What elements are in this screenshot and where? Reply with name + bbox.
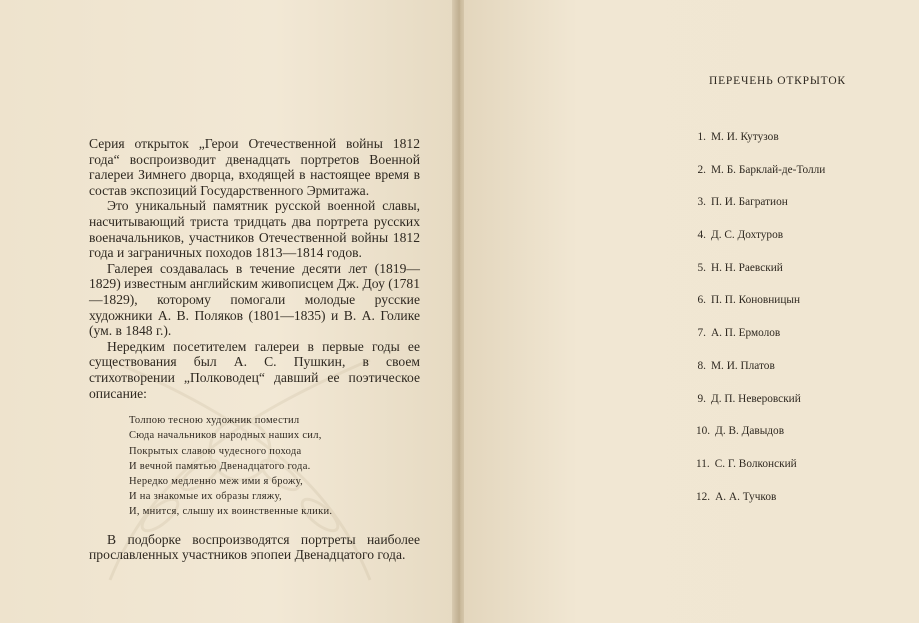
item-number: 1. bbox=[697, 131, 706, 143]
list-item bbox=[696, 360, 825, 393]
list-heading: ПЕРЕЧЕНЬ ОТКРЫТОК bbox=[709, 75, 846, 87]
poem-line: И на знакомые их образы гляжу, bbox=[129, 491, 282, 503]
item-number: 8. bbox=[697, 359, 706, 372]
item-number: 10. bbox=[696, 425, 711, 438]
paragraph-pushkin: Нередким посетителем галереи в первые годы ее существования был А. С. Пушкин, в своем стихотворении „Полководец“ давший ее поэтическое описание: bbox=[89, 338, 420, 401]
item-number: 11. bbox=[696, 457, 710, 470]
item-name: П. И. Багратион bbox=[711, 196, 788, 209]
item-number: 12. bbox=[696, 490, 711, 503]
poem-line: И вечной памятью Двенадцатого года. bbox=[129, 460, 311, 472]
item-number: 6. bbox=[697, 294, 706, 307]
item-name: М. И. Кутузов bbox=[711, 131, 779, 143]
item-number: 9. bbox=[697, 392, 706, 405]
list-item bbox=[696, 262, 825, 295]
postcard-list bbox=[696, 131, 825, 523]
item-number: 4. bbox=[697, 229, 706, 242]
item-number: 2. bbox=[697, 163, 706, 176]
paragraph-series: Серия открыток „Герои Отечественной войны 1812 года“ воспроизводит двенадцать портретов Военной галереи Зимнего дворца, входящей в настоящее время в состав экспозиций Государственного Эрмитажа. bbox=[89, 136, 420, 198]
item-name: П. П. Коновницын bbox=[711, 294, 801, 307]
item-name: М. И. Платов bbox=[711, 359, 775, 372]
item-number: 7. bbox=[697, 327, 706, 340]
poem-line: Нередко медленно меж ими я брожу, bbox=[129, 475, 304, 487]
item-name: А. П. Ермолов bbox=[711, 327, 781, 340]
paragraph-closing: В подборке воспроизводятся портреты наиболее прославленных участников эпопеи Двенадцатого года. bbox=[89, 531, 420, 563]
poem-quote bbox=[129, 413, 420, 519]
list-item bbox=[696, 425, 825, 458]
item-name: Д. В. Давыдов bbox=[715, 425, 785, 438]
item-name: Д. П. Неверовский bbox=[711, 392, 801, 405]
paragraph-gallery: Галерея создавалась в течение десяти лет (1819—1829) известным английским живописцем Дж. Доу (1781—1829), которому помогали молодые русские художники А. В. Поляков (1801—1835) и В. А. Голике (ум. в 1848 г.). bbox=[89, 260, 420, 339]
list-item bbox=[696, 491, 825, 524]
item-name: А. А. Тучков bbox=[715, 490, 777, 503]
paragraph-monument: Это уникальный памятник русской военной славы, насчитывающий триста тридцать два портрета русских военачальников, участников Отечественной войны 1812 года и заграничных походов 1813—1814 годов. bbox=[89, 198, 420, 261]
poem-line: Сюда начальников народных наших сил, bbox=[129, 430, 322, 442]
list-item bbox=[696, 458, 825, 491]
list-item bbox=[696, 229, 825, 262]
list-item bbox=[696, 393, 825, 426]
list-item bbox=[696, 164, 825, 197]
item-name: М. Б. Барклай-де-Толли bbox=[711, 163, 826, 176]
poem-line: Покрытых славою чудесного похода bbox=[129, 445, 302, 457]
right-page bbox=[464, 0, 919, 623]
poem-line: И, мнится, слышу их воинственные клики. bbox=[129, 506, 333, 518]
item-number: 5. bbox=[697, 261, 706, 274]
list-item bbox=[696, 327, 825, 360]
poem-line: Толпою тесною художник поместил bbox=[129, 415, 300, 427]
item-name: Д. С. Дохтуров bbox=[711, 229, 784, 242]
list-item bbox=[696, 196, 825, 229]
left-page bbox=[0, 0, 457, 623]
item-name: Н. Н. Раевский bbox=[711, 261, 783, 274]
item-name: С. Г. Волконский bbox=[714, 457, 797, 470]
list-item bbox=[696, 294, 825, 327]
item-number: 3. bbox=[697, 196, 706, 209]
list-item bbox=[696, 131, 825, 164]
intro-text bbox=[89, 136, 420, 563]
